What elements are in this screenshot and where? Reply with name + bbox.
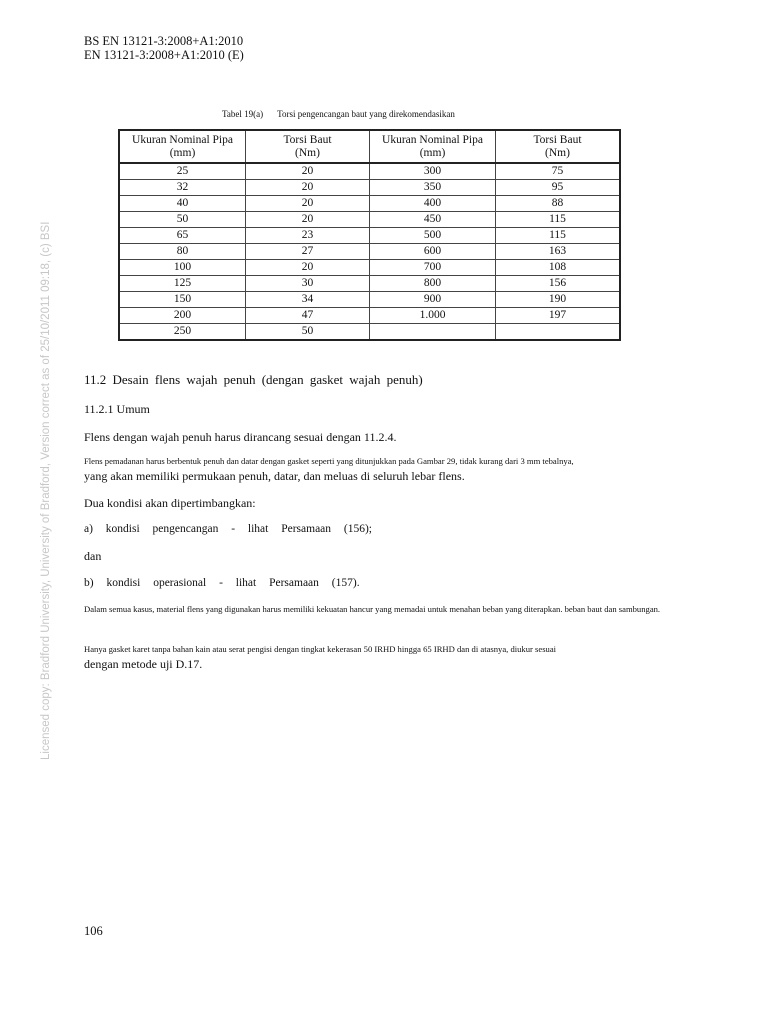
table-cell: 40 [119, 196, 246, 212]
table-cell: 75 [496, 163, 621, 180]
table-cell: 197 [496, 308, 621, 324]
section-heading: 11.2 Desain flens wajah penuh (dengan gasket wajah penuh) [84, 372, 423, 387]
table-cell: 163 [496, 244, 621, 260]
table-cell: 300 [370, 163, 496, 180]
table-cell: 150 [119, 292, 246, 308]
table-cell: 156 [496, 276, 621, 292]
paragraph-conditions-intro: Dua kondisi akan dipertimbangkan: [84, 496, 256, 510]
table-cell [370, 324, 496, 341]
table-row [119, 196, 620, 212]
table-cell: 1.000 [370, 308, 496, 324]
table-cell: 900 [370, 292, 496, 308]
table-cell: 20 [246, 180, 370, 196]
table-cell: 80 [119, 244, 246, 260]
table-cell: 50 [246, 324, 370, 341]
page-number: 106 [84, 924, 103, 938]
table-cell: 20 [246, 260, 370, 276]
paragraph-mating-flange-cont: yang akan memiliki permukaan penuh, datar, dan meluas di seluruh lebar flens. [84, 469, 465, 483]
list-item-a: a) kondisi pengencangan - lihat Persamaan (156); [84, 523, 373, 535]
table-cell: 600 [370, 244, 496, 260]
table-cell: 32 [119, 180, 246, 196]
table-cell: 95 [496, 180, 621, 196]
table-cell: 25 [119, 163, 246, 180]
subsection-heading: 11.2.1 Umum [84, 402, 150, 416]
table-cell: 65 [119, 228, 246, 244]
table-cell: 34 [246, 292, 370, 308]
table-cell: 190 [496, 292, 621, 308]
header-bolt-torque-2: Torsi Baut (Nm) [496, 130, 621, 163]
table-cell: 700 [370, 260, 496, 276]
table-row [119, 163, 620, 180]
conjunction-text: dan [84, 549, 102, 563]
table-cell: 108 [496, 260, 621, 276]
standard-code: BS EN 13121-3:2008+A1:2010 [84, 34, 244, 48]
paragraph-mating-flange: Flens pemadanan harus berbentuk penuh dan datar dengan gasket seperti yang ditunjukkan pada Gambar 29, tidak kurang dari 3 mm tebalnya, [84, 456, 574, 466]
table-cell: 30 [246, 276, 370, 292]
table-header-row [119, 130, 620, 163]
header-pipe-size-2: Ukuran Nominal Pipa (mm) [370, 130, 496, 163]
table-caption-title: Torsi pengencangan baut yang direkomendasikan [277, 109, 455, 119]
paragraph-rubber-gasket-cont: dengan metode uji D.17. [84, 657, 203, 671]
table-row [119, 212, 620, 228]
table-row [119, 292, 620, 308]
table-cell [496, 324, 621, 341]
table-cell: 250 [119, 324, 246, 341]
paragraph-flange-material: Dalam semua kasus, material flens yang digunakan harus memiliki kekuatan hancur yang memadai untuk menahan beban yang diterapkan. beban baut dan sambungan. [84, 604, 661, 614]
table-caption-label: Tabel 19(a) [222, 109, 264, 119]
table-row [119, 228, 620, 244]
header-pipe-size-1: Ukuran Nominal Pipa (mm) [119, 130, 246, 163]
table-cell: 100 [119, 260, 246, 276]
table-cell: 350 [370, 180, 496, 196]
paragraph-design-reference: Flens dengan wajah penuh harus dirancang sesuai dengan 11.2.4. [84, 430, 397, 444]
table-cell: 20 [246, 196, 370, 212]
table-cell: 115 [496, 212, 621, 228]
paragraph-rubber-gasket: Hanya gasket karet tanpa bahan kain atau serat pengisi dengan tingkat kekerasan 50 IRHD hingga 65 IRHD dan di atasnya, diukur sesuai [84, 644, 557, 654]
table-cell: 20 [246, 212, 370, 228]
table-row [119, 324, 620, 341]
license-watermark: Licensed copy: Bradford University, University of Bradford, Version correct as of 25/10/2011 09:18, (c) BSI [40, 221, 52, 760]
table-cell: 23 [246, 228, 370, 244]
table-cell: 400 [370, 196, 496, 212]
table-caption [222, 109, 455, 119]
table-cell: 450 [370, 212, 496, 228]
table-cell: 500 [370, 228, 496, 244]
table-cell: 200 [119, 308, 246, 324]
header-bolt-torque-1: Torsi Baut (Nm) [246, 130, 370, 163]
table-cell: 50 [119, 212, 246, 228]
table-cell: 27 [246, 244, 370, 260]
document-header [84, 34, 244, 62]
list-item-b: b) kondisi operasional - lihat Persamaan (157). [84, 577, 360, 589]
table-row [119, 276, 620, 292]
table-row [119, 244, 620, 260]
standard-code-en: EN 13121-3:2008+A1:2010 (E) [84, 48, 244, 62]
table-cell: 20 [246, 163, 370, 180]
table-cell: 115 [496, 228, 621, 244]
table-cell: 800 [370, 276, 496, 292]
table-cell: 88 [496, 196, 621, 212]
table-cell: 125 [119, 276, 246, 292]
table-row [119, 260, 620, 276]
table-row [119, 180, 620, 196]
table-row [119, 308, 620, 324]
bolt-torque-table [118, 129, 621, 341]
table-cell: 47 [246, 308, 370, 324]
